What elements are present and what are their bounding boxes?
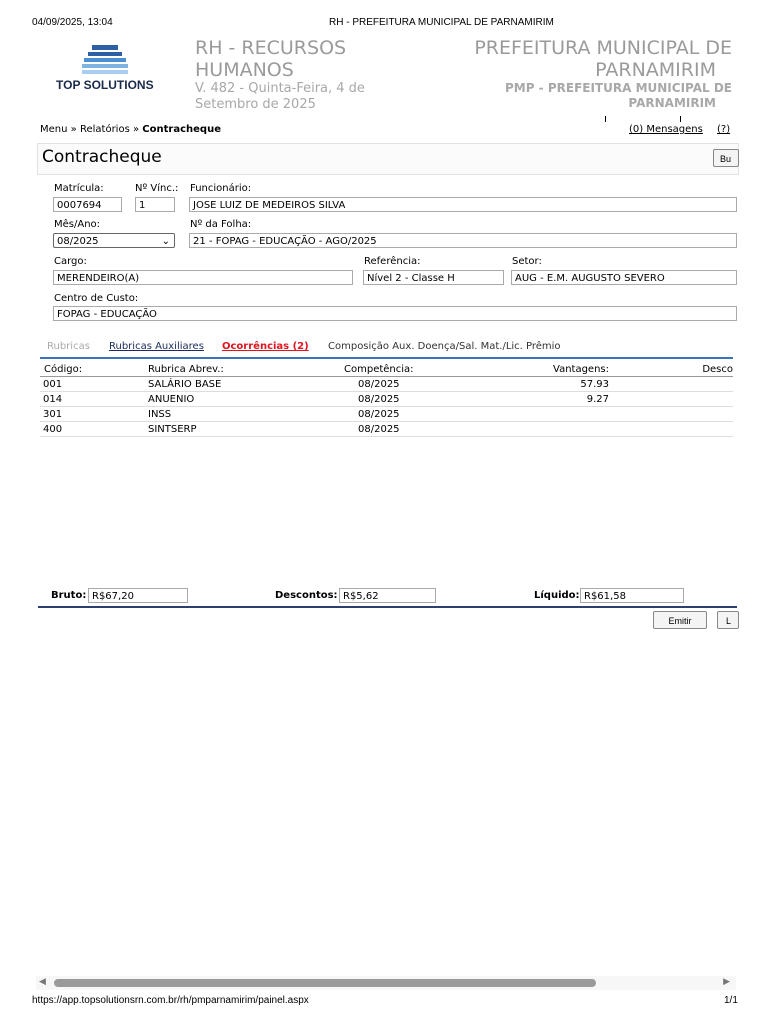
referencia-label: Referência: bbox=[364, 256, 421, 267]
table-row[interactable] bbox=[40, 377, 733, 392]
mes-ano-select[interactable] bbox=[53, 233, 175, 248]
cargo-label: Cargo: bbox=[54, 256, 87, 267]
col-header-descontos: Desco bbox=[609, 362, 733, 377]
print-page-title: RH - PREFEITURA MUNICIPAL DE PARNAMIRIM bbox=[329, 17, 554, 28]
tab-rubricas[interactable]: Rubricas bbox=[47, 341, 90, 352]
app-title-line1: RH - RECURSOS bbox=[195, 37, 347, 59]
descontos-field[interactable]: R$5,62 bbox=[339, 588, 436, 603]
help-link[interactable]: (?) bbox=[717, 124, 731, 135]
folha-field[interactable]: 21 - FOPAG - EDUCAÇÃO - AGO/2025 bbox=[189, 233, 737, 248]
cell-codigo: 001 bbox=[40, 377, 148, 392]
logo-bar-2 bbox=[88, 52, 122, 56]
col-header-rubrica: Rubrica Abrev.: bbox=[148, 362, 344, 377]
col-header-codigo: Código: bbox=[40, 362, 148, 377]
centro-custo-label: Centro de Custo: bbox=[54, 293, 139, 304]
org-sub-line2: PARNAMIRIM bbox=[628, 96, 716, 110]
search-button[interactable]: Bu bbox=[713, 149, 739, 167]
logo-bar-3 bbox=[84, 58, 126, 62]
vinc-label: Nº Vínc.: bbox=[135, 183, 179, 194]
footer-url: https://app.topsolutionsrn.com.br/rh/pmparnamirim/painel.aspx bbox=[32, 995, 309, 1006]
org-line1: PREFEITURA MUNICIPAL DE bbox=[474, 37, 732, 59]
bruto-field[interactable]: R$67,20 bbox=[88, 588, 188, 603]
app-title-line2: HUMANOS bbox=[195, 59, 294, 81]
descontos-label: Descontos: bbox=[275, 590, 338, 601]
breadcrumb bbox=[40, 124, 221, 135]
cell-competencia: 08/2025 bbox=[344, 377, 484, 392]
scroll-right-arrow-icon[interactable]: ▶ bbox=[723, 977, 730, 987]
cell-vantagens: 9.27 bbox=[484, 392, 609, 407]
funcionario-field[interactable]: JOSE LUIZ DE MEDEIROS SILVA bbox=[189, 197, 737, 212]
org-line2: PARNAMIRIM bbox=[595, 59, 716, 81]
matricula-label: Matrícula: bbox=[54, 183, 104, 194]
scrollbar-thumb[interactable] bbox=[54, 979, 596, 987]
bruto-label: Bruto: bbox=[51, 590, 87, 601]
breadcrumb-current: Contracheque bbox=[142, 124, 221, 135]
cell-vantagens bbox=[484, 422, 609, 437]
mes-ano-label: Mês/Ano: bbox=[54, 219, 101, 230]
breadcrumb-menu[interactable]: Menu bbox=[40, 124, 68, 135]
table-row[interactable] bbox=[40, 422, 733, 437]
cell-rubrica: SINTSERP bbox=[148, 422, 344, 437]
cell-descontos bbox=[609, 392, 733, 407]
cell-codigo: 301 bbox=[40, 407, 148, 422]
cell-codigo: 014 bbox=[40, 392, 148, 407]
rubricas-table bbox=[40, 362, 733, 437]
cell-vantagens: 57.93 bbox=[484, 377, 609, 392]
logo-bar-4 bbox=[82, 64, 128, 68]
breadcrumb-reports[interactable]: Relatórios bbox=[79, 124, 130, 135]
matricula-field[interactable]: 0007694 bbox=[53, 197, 122, 212]
tab-composicao[interactable]: Composição Aux. Doença/Sal. Mat./Lic. Prêmio bbox=[328, 341, 561, 352]
logo-bar-top bbox=[92, 45, 118, 50]
app-version-line2: Setembro de 2025 bbox=[195, 97, 316, 112]
breadcrumb-separator-2: » bbox=[132, 124, 140, 135]
horizontal-scrollbar[interactable] bbox=[36, 976, 736, 990]
divider-tick-2 bbox=[680, 116, 681, 122]
logo-bar-5 bbox=[82, 70, 128, 74]
setor-field[interactable]: AUG - E.M. AUGUSTO SEVERO bbox=[511, 270, 737, 285]
scroll-left-arrow-icon[interactable]: ◀ bbox=[39, 977, 46, 987]
messages-link[interactable]: (0) Mensagens bbox=[629, 124, 703, 135]
logo-text: TOP SOLUTIONS bbox=[56, 78, 154, 92]
vinc-field[interactable]: 1 bbox=[135, 197, 175, 212]
tab-underline bbox=[40, 357, 733, 359]
liquido-field[interactable]: R$61,58 bbox=[580, 588, 684, 603]
table-row[interactable] bbox=[40, 407, 733, 422]
funcionario-label: Funcionário: bbox=[190, 183, 252, 194]
centro-custo-field[interactable]: FOPAG - EDUCAÇÃO bbox=[53, 306, 737, 321]
table-header-row bbox=[40, 362, 733, 377]
footer-page-number: 1/1 bbox=[724, 995, 738, 1006]
cell-codigo: 400 bbox=[40, 422, 148, 437]
tab-rubricas-auxiliares[interactable]: Rubricas Auxiliares bbox=[109, 341, 204, 352]
chevron-down-icon: ⌄ bbox=[161, 236, 170, 247]
breadcrumb-separator: » bbox=[70, 124, 77, 135]
totals-divider bbox=[38, 606, 737, 608]
next-action-button[interactable]: L bbox=[717, 611, 739, 629]
cell-descontos bbox=[609, 422, 733, 437]
cell-competencia: 08/2025 bbox=[344, 392, 484, 407]
folha-label: Nº da Folha: bbox=[190, 219, 252, 230]
cell-descontos bbox=[609, 407, 733, 422]
mes-ano-value: 08/2025 bbox=[57, 236, 99, 247]
table-row[interactable] bbox=[40, 392, 733, 407]
col-header-competencia: Competência: bbox=[344, 362, 484, 377]
cell-rubrica: ANUENIO bbox=[148, 392, 344, 407]
print-datetime: 04/09/2025, 13:04 bbox=[32, 17, 113, 28]
cell-competencia: 08/2025 bbox=[344, 407, 484, 422]
cell-rubrica: INSS bbox=[148, 407, 344, 422]
cell-competencia: 08/2025 bbox=[344, 422, 484, 437]
liquido-label: Líquido: bbox=[534, 590, 580, 601]
referencia-field[interactable]: Nível 2 - Classe H bbox=[363, 270, 504, 285]
cell-descontos bbox=[609, 377, 733, 392]
page-title: Contracheque bbox=[42, 147, 162, 167]
col-header-vantagens: Vantagens: bbox=[484, 362, 609, 377]
cell-vantagens bbox=[484, 407, 609, 422]
cell-rubrica: SALÁRIO BASE bbox=[148, 377, 344, 392]
emitir-button[interactable]: Emitir bbox=[653, 611, 707, 629]
setor-label: Setor: bbox=[512, 256, 542, 267]
org-sub-line1: PMP - PREFEITURA MUNICIPAL DE bbox=[504, 81, 732, 95]
cargo-field[interactable]: MERENDEIRO(A) bbox=[53, 270, 353, 285]
app-version-line1: V. 482 - Quinta-Feira, 4 de bbox=[195, 81, 365, 96]
tab-ocorrencias[interactable]: Ocorrências (2) bbox=[222, 341, 309, 352]
divider-tick bbox=[605, 116, 606, 122]
